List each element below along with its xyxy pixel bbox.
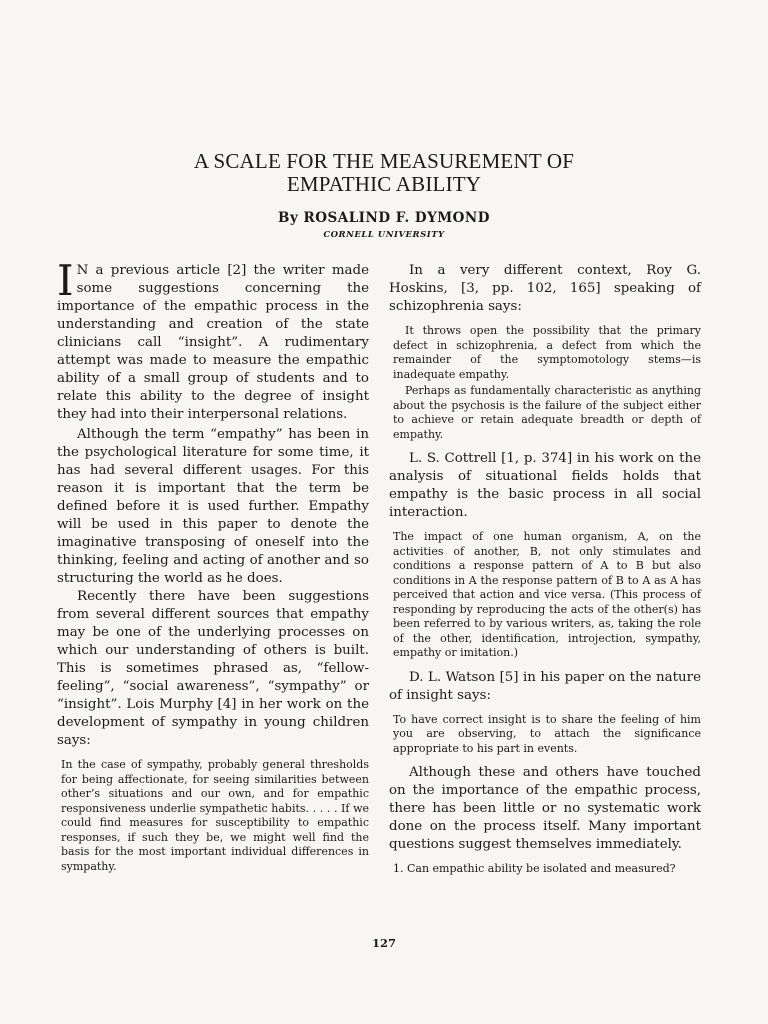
title-line-2: EMPATHIC ABILITY [286, 172, 482, 196]
article-title [0, 150, 768, 196]
sources-paragraph: Recently there have been suggestions from several different sources that empathy may be one of the underlying processes on which our understanding of others is built. This is sometimes phrased as, “fellow-feeling”, “social awareness”, “sympathy” or “insight”. Lois Murphy [4] in her work on the development of sympathy in young children says: [57, 589, 369, 748]
intro-paragraph-text: N a previous article [2] the writer made some suggestions concerning the importance of the empathic process in the understanding and creation of the state clinicians call “insight”. A rudimentary attempt was made to measure the empathic ability of a small group of students and to relate this ability to the degree of insight they had into their interpersonal relations. [57, 263, 369, 422]
cottrell-paragraph: L. S. Cottrell [1, p. 374] in his work on the analysis of situational fields holds that empathy is the basic process in all social interaction. [389, 451, 701, 520]
summary-paragraph: Although these and others have touched on the importance of the empathic process, there has been little or no systematic work done on the process itself. Many important questions suggest themselves immediately. [389, 765, 701, 852]
author-byline: By ROSALIND F. DYMOND [278, 210, 490, 226]
author-affiliation: CORNELL UNIVERSITY [323, 230, 445, 240]
murphy-quote: In the case of sympathy, probably general thresholds for being affectionate, for seeing similarities between other’s situations and our own, and for empathic responsiveness underlie sympathetic habits. . . . . If we could find measures for susceptibility to empathic responses, if such they be, we might well find the basis for the most important individual differences in sympathy. [61, 758, 369, 873]
drop-cap: I [57, 256, 74, 305]
hoskins-paragraph: In a very different context, Roy G. Hoskins, [3, pp. 102, 165] speaking of schizophrenia says: [389, 263, 701, 314]
hoskins-quote-2: Perhaps as fundamentally characteristic as anything about the psychosis is the failure of the subject either to achieve or retain adequate breadth or depth of empathy. [393, 384, 701, 441]
title-line-1: A SCALE FOR THE MEASUREMENT OF [193, 149, 575, 173]
page-number: 127 [371, 936, 396, 950]
intro-paragraph [57, 256, 369, 424]
hoskins-quote-1: It throws open the possibility that the primary defect in schizophrenia, a defect from which the remainder of the symptomotology stems—is inadequate empathy. [393, 324, 701, 381]
cottrell-quote: The impact of one human organism, A, on the activities of another, B, not only stimulates and conditions a response pattern of A to B but also conditions in A the response pattern of B to A as A has perceived that action and vice versa. (This process of responding by reproducing the acts of the other(s) has been referred to by various writers, as, taking the role of the other, identification, introjection, sympathy, empathy or imitation.) [393, 530, 701, 659]
left-column [57, 256, 369, 874]
watson-quote: To have correct insight is to share the feeling of him you are observing, to attach the significance appropriate to his part in events. [393, 712, 701, 755]
question-1: 1. Can empathic ability be isolated and measured? [393, 862, 676, 875]
right-column [389, 262, 701, 877]
definition-paragraph: Although the term “empathy” has been in the psychological literature for some time, it has had several different usages. For this reason it is important that the term be defined before it is used further. Empathy will be used in this paper to denote the imaginative transposing of oneself into the thinking, feeling and acting of another and so structuring the world as he does. [57, 427, 369, 586]
watson-paragraph: D. L. Watson [5] in his paper on the nature of insight says: [389, 669, 701, 703]
